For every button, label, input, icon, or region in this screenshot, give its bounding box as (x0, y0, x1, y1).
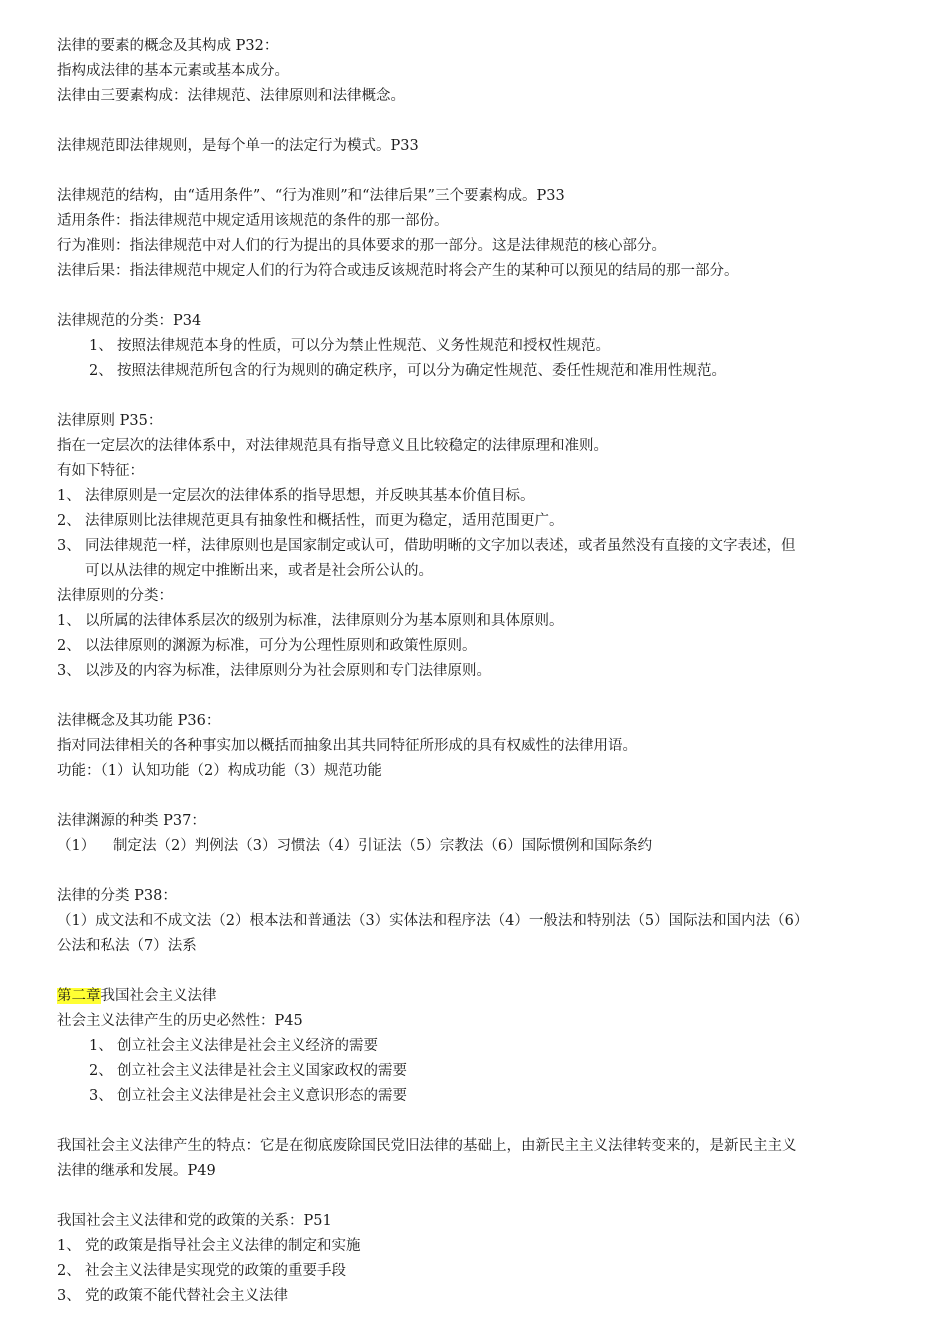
paragraph: 指构成法律的基本元素或基本成分。 (57, 63, 289, 79)
paragraph: 指在一定层次的法律体系中，对法律规范具有指导意义且比较稳定的法律原理和准则。 (57, 438, 608, 454)
list-item: 3、 创立社会主义法律是社会主义意识形态的需要 (89, 1088, 407, 1104)
section-title-party-policy: 我国社会主义法律和党的政策的关系：P51 (57, 1213, 332, 1229)
section-title-norm-classification: 法律规范的分类：P34 (57, 313, 202, 329)
list-item: 2、 法律原则比法律规范更具有抽象性和概括性，而更为稳定，适用范围更广。 (57, 513, 564, 529)
paragraph: 法律规范即法律规则，是每个单一的法定行为模式。P33 (57, 138, 419, 154)
list-item: 2、 创立社会主义法律是社会主义国家政权的需要 (89, 1063, 407, 1079)
list-item: 1、 以所属的法律体系层次的级别为标准，法律原则分为基本原则和具体原则。 (57, 613, 564, 629)
list-item: 1、 创立社会主义法律是社会主义经济的需要 (89, 1038, 378, 1054)
list-item: 1、 党的政策是指导社会主义法律的制定和实施 (57, 1238, 361, 1254)
paragraph: 法律由三要素构成：法律规范、法律原则和法律概念。 (57, 88, 405, 104)
list-item: 2、 以法律原则的渊源为标准，可分为公理性原则和政策性原则。 (57, 638, 477, 654)
list-line: （1）成文法和不成文法（2）根本法和普通法（3）实体法和程序法（4）一般法和特别法（5）国际法和国内法（6） (57, 913, 809, 929)
list-item: 3、 以涉及的内容为标准，法律原则分为社会原则和专门法律原则。 (57, 663, 491, 679)
paragraph: 法律后果：指法律规范中规定人们的行为符合或违反该规范时将会产生的某种可以预见的结局的那一部分。 (57, 263, 739, 279)
section-title-legal-sources: 法律渊源的种类 P37： (57, 813, 206, 829)
list-item: 2、 按照法律规范所包含的行为规则的确定秩序，可以分为确定性规范、委任性规范和准用性规范。 (89, 363, 726, 379)
list-item: 2、 社会主义法律是实现党的政策的重要手段 (57, 1263, 346, 1279)
document-page (57, 34, 907, 1309)
section-title-legal-elements: 法律的要素的概念及其构成 P32： (57, 38, 279, 54)
paragraph: 行为准则：指法律规范中对人们的行为提出的具体要求的那一部分。这是法律规范的核心部分。 (57, 238, 666, 254)
chapter-heading: 第二章我国社会主义法律 (57, 988, 217, 1004)
section-title-legal-principles: 法律原则 P35： (57, 413, 163, 429)
paragraph: 适用条件：指法律规范中规定适用该规范的条件的那一部份。 (57, 213, 449, 229)
paragraph: 功能：（1）认知功能（2）构成功能（3）规范功能 (57, 763, 382, 779)
section-title-historical-necessity: 社会主义法律产生的历史必然性：P45 (57, 1013, 303, 1029)
list-line: （1） 制定法（2）判例法（3）习惯法（4）引证法（5）宗教法（6）国际惯例和国际条约 (57, 838, 653, 854)
paragraph: 指对同法律相关的各种事实加以概括而抽象出其共同特征所形成的具有权威性的法律用语。 (57, 738, 637, 754)
chapter-label-highlight: 第二章 (57, 988, 101, 1004)
paragraph: 法律的继承和发展。P49 (57, 1163, 216, 1179)
subheading: 有如下特征： (57, 463, 144, 479)
section-title-norm-structure: 法律规范的结构，由“适用条件”、“行为准则”和“法律后果”三个要素构成。P33 (57, 188, 565, 204)
subheading: 法律原则的分类： (57, 588, 173, 604)
list-line: 公法和私法（7）法系 (57, 938, 197, 954)
list-item: 3、 党的政策不能代替社会主义法律 (57, 1288, 288, 1304)
section-title-legal-concepts: 法律概念及其功能 P36： (57, 713, 221, 729)
list-item: 1、 法律原则是一定层次的法律体系的指导思想，并反映其基本价值目标。 (57, 488, 535, 504)
section-title-law-classification: 法律的分类 P38： (57, 888, 177, 904)
list-item: 1、 按照法律规范本身的性质，可以分为禁止性规范、义务性规范和授权性规范。 (89, 338, 610, 354)
list-item: 3、 同法律规范一样，法律原则也是国家制定或认可，借助明晰的文字加以表述，或者虽然没有直接的文字表述，但 (57, 538, 796, 554)
paragraph: 我国社会主义法律产生的特点：它是在彻底废除国民党旧法律的基础上，由新民主主义法律转变来的，是新民主主义 (57, 1138, 797, 1154)
list-item-continuation: 可以从法律的规定中推断出来，或者是社会所公认的。 (85, 563, 433, 579)
